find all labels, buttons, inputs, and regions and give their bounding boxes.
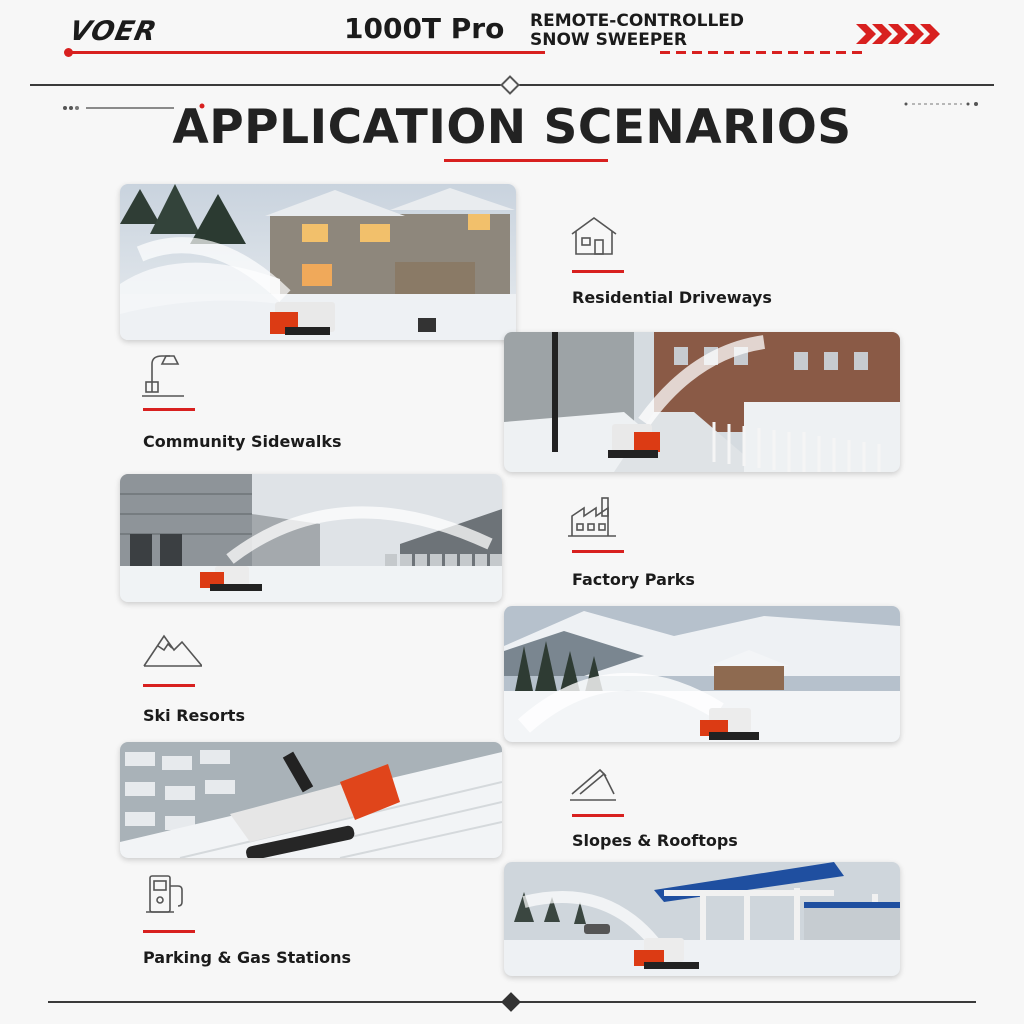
brand-logo: VOER bbox=[66, 16, 160, 47]
product-model: 1000T Pro bbox=[344, 12, 505, 45]
scenario-label-factory: Factory Parks bbox=[572, 570, 695, 589]
scenario-accent-bar bbox=[143, 930, 195, 933]
scenario-accent-bar bbox=[572, 270, 624, 273]
photo-ski-resort bbox=[504, 606, 900, 742]
scenario-label-community: Community Sidewalks bbox=[143, 432, 342, 451]
header-red-dash bbox=[660, 51, 865, 54]
scenario-accent-bar bbox=[572, 814, 624, 817]
scenario-accent-bar bbox=[143, 684, 195, 687]
product-subtitle bbox=[530, 12, 790, 50]
scenario-label-slopes: Slopes & Rooftops bbox=[572, 831, 738, 850]
photo-community-sidewalk bbox=[504, 332, 900, 472]
scenario-label-ski: Ski Resorts bbox=[143, 706, 245, 725]
subtitle-line-1: REMOTE-CONTROLLED bbox=[530, 11, 745, 31]
photo-factory-park bbox=[120, 474, 502, 602]
bottom-diamond-icon bbox=[501, 992, 521, 1012]
house-icon bbox=[566, 212, 626, 260]
mountain-icon bbox=[142, 628, 202, 676]
subtitle-line-2: SNOW SWEEPER bbox=[530, 30, 687, 50]
photo-gas-station bbox=[504, 862, 900, 976]
page-title: APPLICATION SCENARIOS bbox=[172, 100, 852, 155]
slope-roof-icon bbox=[566, 762, 626, 810]
scenario-label-residential: Residential Driveways bbox=[572, 288, 772, 307]
street-lamp-icon bbox=[138, 352, 198, 400]
scenario-label-parking: Parking & Gas Stations bbox=[143, 948, 352, 967]
divider-diamond-icon bbox=[500, 75, 520, 95]
photo-residential-driveway bbox=[120, 184, 516, 340]
fuel-pump-icon bbox=[142, 872, 202, 920]
title-underline bbox=[444, 159, 608, 162]
scenario-accent-bar bbox=[143, 408, 195, 411]
scenario-accent-bar bbox=[572, 550, 624, 553]
chevron-arrows-icon bbox=[856, 22, 940, 46]
photo-slope-rooftop bbox=[120, 742, 502, 858]
factory-icon bbox=[566, 494, 626, 542]
